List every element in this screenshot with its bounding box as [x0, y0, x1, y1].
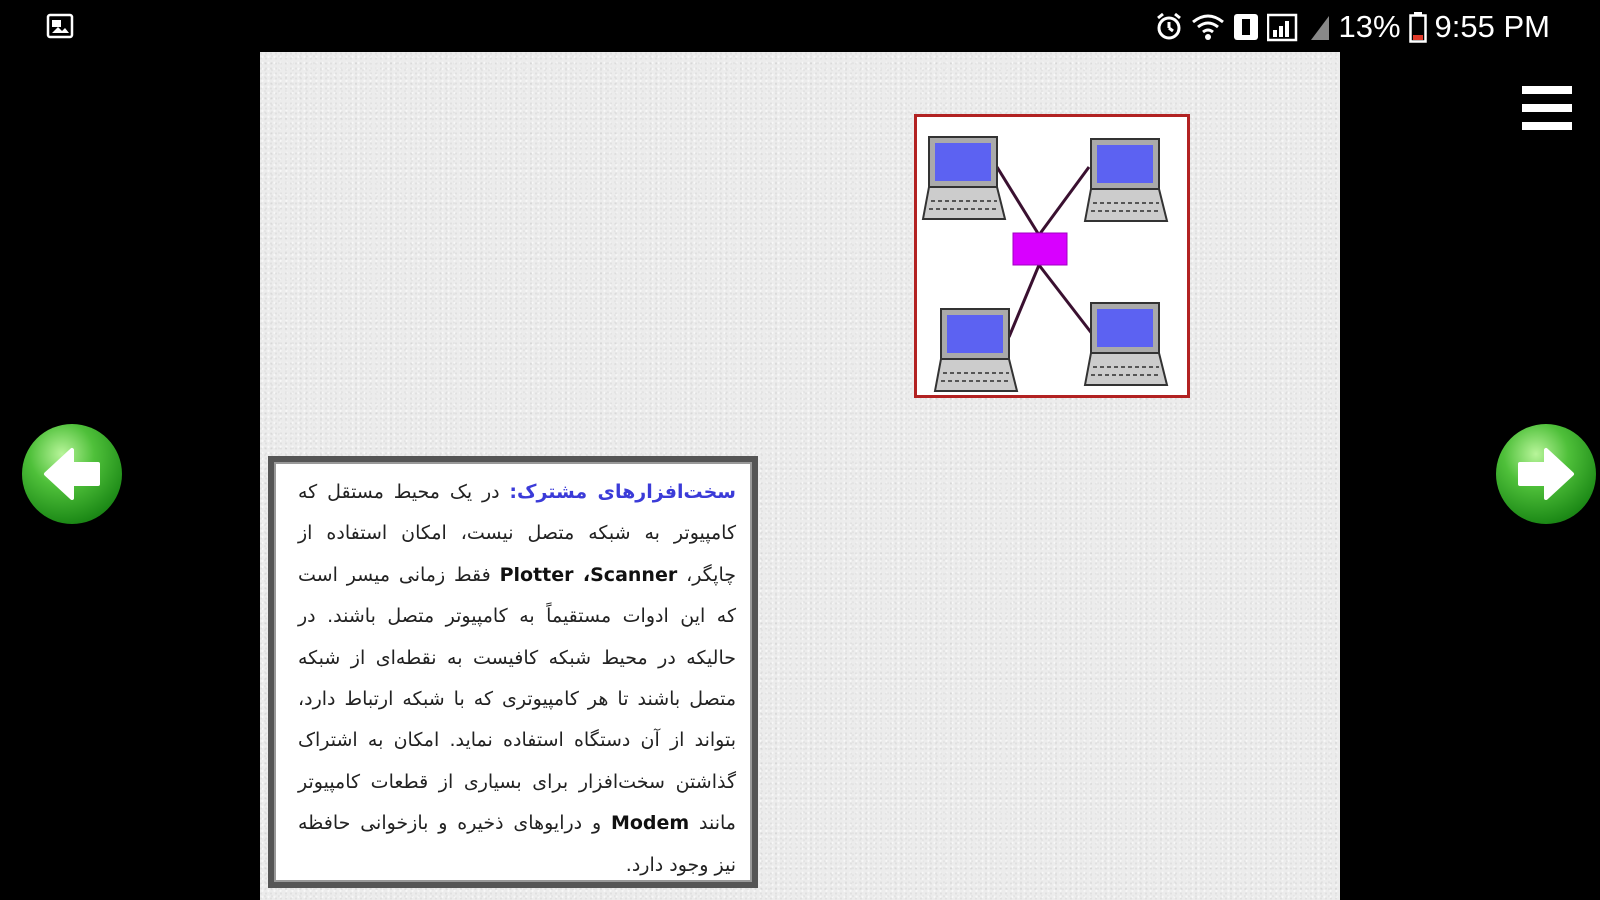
network-switch-icon [1013, 233, 1067, 265]
menu-bar [1522, 104, 1572, 112]
arrow-left-icon [22, 424, 122, 524]
laptop-icon [1085, 303, 1167, 385]
laptop-icon [935, 309, 1017, 391]
text-panel [268, 456, 758, 888]
clock: 9:55 PM [1434, 9, 1550, 44]
gallery-icon [46, 12, 74, 40]
signal-secondary-icon [1309, 12, 1331, 42]
battery-percent: 13% [1338, 9, 1401, 44]
term-scanner-plotter: Plotter ،Scanner [499, 563, 678, 586]
network-diagram [914, 114, 1190, 398]
network-diagram-svg [917, 117, 1187, 395]
book-page [260, 52, 1340, 900]
paragraph-text-1: در یک محیط مستقل که کامپیوتر به شبکه متصل نیست، امکان استفاده از چاپگر، [298, 481, 736, 586]
signal-icon [1267, 12, 1301, 42]
status-bar [0, 0, 1600, 52]
status-indicators [1155, 8, 1551, 46]
term-modem: Modem [610, 812, 690, 835]
laptop-icon [923, 137, 1005, 219]
paragraph-text-2: فقط زمانی میسر است که این ادوات مستقیماً به کامپیوتر متصل باشند. در حالیکه در محیط شبکه کافیست به نقطه‌ای از شبکه متصل باشند تا هر کامپیوتری که با شبکه ارتباط دارد، بتواند از آن دستگاه استفاده نماید. امکان به اشتراک گذاشتن سخت‌افزار برای بسیاری از قطعات کامپیوتر مانند [298, 563, 736, 835]
menu-bar [1522, 86, 1572, 94]
hamburger-menu-icon[interactable] [1522, 86, 1572, 130]
prev-page-button[interactable] [22, 424, 122, 524]
menu-bar [1522, 122, 1572, 130]
arrow-right-icon [1496, 424, 1596, 524]
section-heading: سخت‌افزارهای مشترک: [509, 481, 736, 503]
paragraph-text-3: و درایوهای ذخیره و بازخوانی حافظه نیز وجود دارد. [298, 812, 736, 876]
laptop-icon [1085, 139, 1167, 221]
alarm-icon [1155, 12, 1183, 42]
battery-icon [1409, 11, 1427, 43]
wifi-icon [1191, 12, 1225, 42]
next-page-button[interactable] [1496, 424, 1596, 524]
data-saver-icon [1233, 12, 1259, 42]
paragraph [298, 472, 736, 886]
